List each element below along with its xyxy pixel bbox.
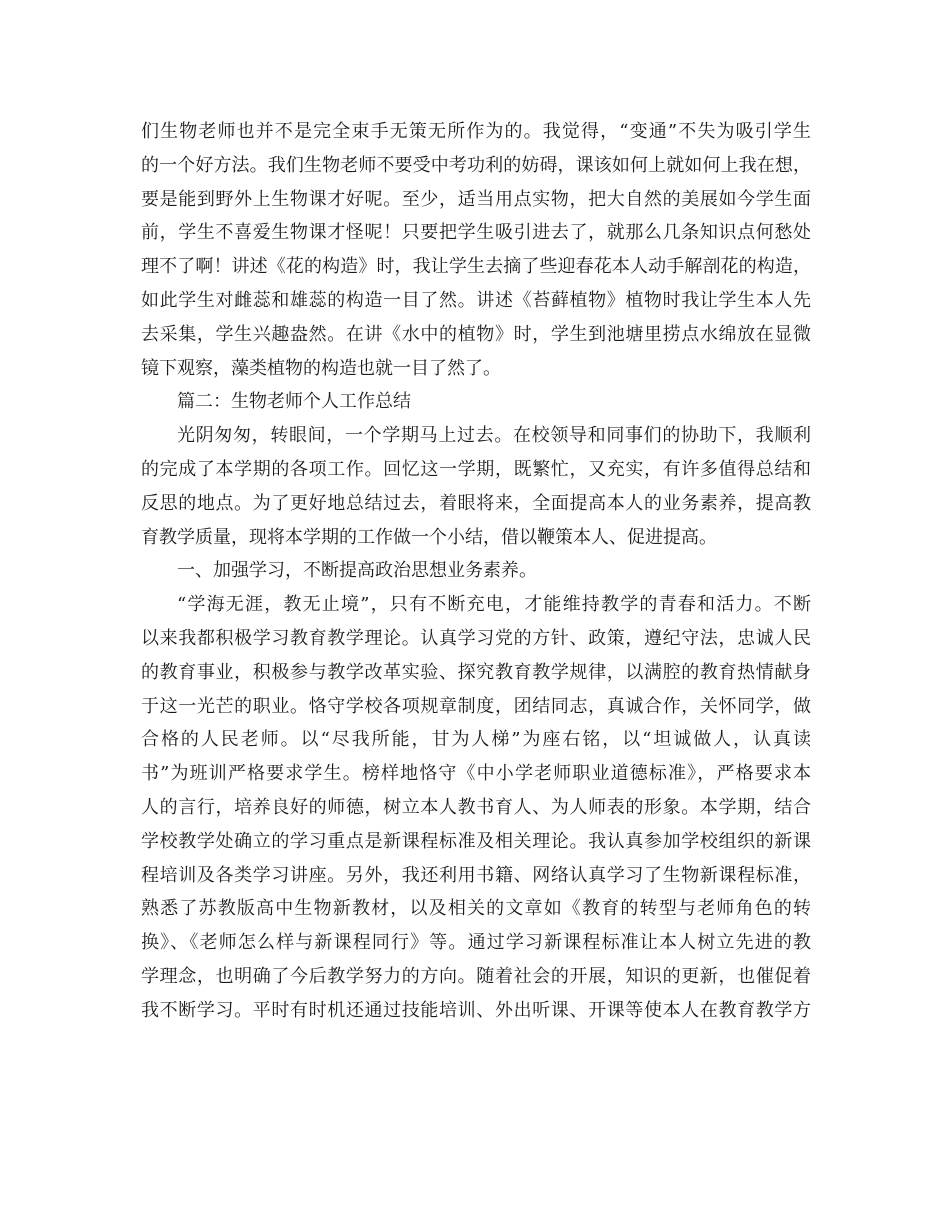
text-line: 以来我都积极学习教育教学理论。认真学习党的方针、政策，遵纪守法，忠诚人民 <box>141 627 811 649</box>
text-line: 的一个好方法。我们生物老师不要受中考功利的妨碍，课该如何上就如何上我在想， <box>141 154 811 176</box>
text-line: 换》、《老师怎么样与新课程同行》等。通过学习新课程标准让本人树立先进的教 <box>141 932 811 954</box>
text-line: 要是能到野外上生物课才好呢。至少，适当用点实物，把大自然的美展如今学生面 <box>141 188 811 210</box>
text-line: 熟悉了苏教版高中生物新教材，以及相关的文章如《教育的转型与老师角色的转 <box>141 898 811 920</box>
text-line: 一、加强学习，不断提高政治思想业务素养。 <box>177 560 537 582</box>
text-line: 去采集，学生兴趣盎然。在讲《水中的植物》时，学生到池塘里捞点水绵放在显微 <box>141 323 811 345</box>
text-line: 学理念，也明确了今后教学努力的方向。随着社会的开展，知识的更新，也催促着 <box>141 965 811 987</box>
text-line: 篇二：生物老师个人工作总结 <box>177 391 411 413</box>
text-line: 前，学生不喜爱生物课才怪呢！只要把学生吸引进去了，就那么几条知识点何愁处 <box>141 222 811 244</box>
text-line: 光阴匆匆，转眼间，一个学期马上过去。在校领导和同事们的协助下，我顺利 <box>177 425 811 447</box>
text-line: 的完成了本学期的各项工作。回忆这一学期，既繁忙，又充实，有许多值得总结和 <box>141 458 811 480</box>
text-line: 育教学质量，现将本学期的工作做一个小结，借以鞭策本人、促进提高。 <box>141 526 717 548</box>
text-line: 学校教学处确立的学习重点是新课程标准及相关理论。我认真参加学校组织的新课 <box>141 830 811 852</box>
document-page <box>141 115 811 1028</box>
text-line: 们生物老师也并不是完全束手无策无所作为的。我觉得，“变通”不失为吸引学生 <box>141 121 811 142</box>
text-line: 反思的地点。为了更好地总结过去，着眼将来，全面提高本人的业务素养，提高教 <box>141 492 811 514</box>
text-line: 书”为班训严格要求学生。榜样地恪守《中小学老师职业道德标准》，严格要求本 <box>141 763 811 785</box>
text-line: 合格的人民老师。以“尽我所能，甘为人梯”为座右铭，以“坦诚做人，认真读 <box>141 729 811 751</box>
text-line: 理不了啊！讲述《花的构造》时，我让学生去摘了些迎春花本人动手解剖花的构造， <box>141 256 811 278</box>
text-line: 镜下观察，藻类植物的构造也就一目了然了。 <box>141 357 501 379</box>
text-line: 人的言行，培养良好的师德，树立本人教书育人、为人师表的形象。本学期，结合 <box>141 796 811 818</box>
text-line: 的教育事业，积极参与教学改革实验、探究教育教学规律，以满腔的教育热情献身 <box>141 661 811 683</box>
text-line: 如此学生对雌蕊和雄蕊的构造一目了然。讲述《苔藓植物》植物时我让学生本人先 <box>141 289 811 311</box>
text-line: 程培训及各类学习讲座。另外，我还利用书籍、网络认真学习了生物新课程标准， <box>141 864 811 886</box>
text-line: “学海无涯，教无止境”，只有不断充电，才能维持教学的青春和活力。不断 <box>177 594 811 616</box>
text-line: 我不断学习。平时有时机还通过技能培训、外出听课、开课等使本人在教育教学方 <box>141 999 811 1021</box>
text-line: 于这一光芒的职业。恪守学校各项规章制度，团结同志，真诚合作，关怀同学，做 <box>141 695 811 717</box>
